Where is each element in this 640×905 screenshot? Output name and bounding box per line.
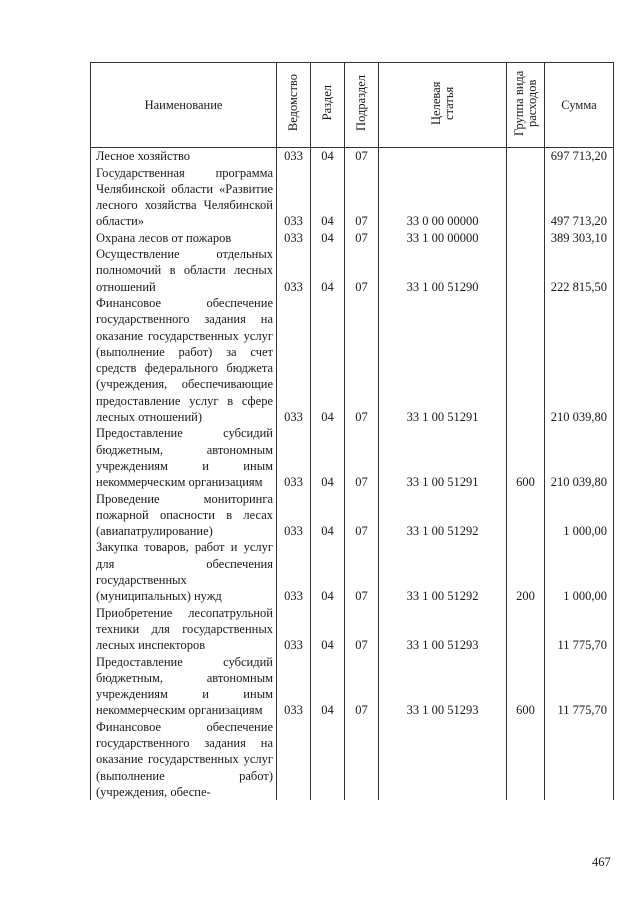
- cell-target: 33 1 00 51293: [379, 654, 507, 719]
- cell-group: 600: [507, 425, 545, 490]
- cell-section: 04: [311, 605, 345, 654]
- cell-name: Приобретение лесопатрульной техники для государственных лесных инспекторов: [91, 605, 277, 654]
- header-expense-group: Группа вида расходов: [507, 63, 545, 148]
- table-row: [91, 719, 614, 800]
- header-dept: Ведомство: [277, 63, 311, 148]
- cell-dept: 033: [277, 246, 311, 295]
- cell-section: 04: [311, 148, 345, 165]
- cell-group: [507, 605, 545, 654]
- cell-dept: 033: [277, 654, 311, 719]
- cell-section: 04: [311, 654, 345, 719]
- cell-amount: 222 815,50: [545, 246, 614, 295]
- cell-target: 33 1 00 51291: [379, 295, 507, 425]
- cell-subsection: 07: [345, 425, 379, 490]
- cell-subsection: 07: [345, 491, 379, 540]
- cell-name: Предоставление субсидий бюджетным, автономным учреждениям и иным некоммерческим организациям: [91, 425, 277, 490]
- cell-name: Финансовое обеспечение государственного задания на оказание государственных услуг (выполнение работ) за счет средств федерального бюджета (учреждения, обеспечивающие предоставление услуг в сфере лесных отношений): [91, 295, 277, 425]
- cell-name: Финансовое обеспечение государственного задания на оказание государственных услуг (выполнение работ) (учреждения, обеспе-: [91, 719, 277, 800]
- budget-table: [90, 62, 614, 800]
- cell-target: 33 0 00 00000: [379, 165, 507, 230]
- cell-subsection: 07: [345, 165, 379, 230]
- table-row: [91, 295, 614, 425]
- cell-amount: 210 039,80: [545, 295, 614, 425]
- cell-section: 04: [311, 230, 345, 246]
- table-row: [91, 148, 614, 165]
- cell-subsection: 07: [345, 295, 379, 425]
- cell-group: [507, 295, 545, 425]
- cell-dept: 033: [277, 148, 311, 165]
- table-row: [91, 246, 614, 295]
- table-row: [91, 654, 614, 719]
- cell-target: 33 1 00 00000: [379, 230, 507, 246]
- cell-name: Закупка товаров, работ и услуг для обеспечения государственных (муниципальных) нужд: [91, 539, 277, 604]
- table-row: [91, 539, 614, 604]
- cell-dept: 033: [277, 165, 311, 230]
- cell-target: 33 1 00 51292: [379, 491, 507, 540]
- cell-section: 04: [311, 539, 345, 604]
- cell-dept: 033: [277, 539, 311, 604]
- cell-amount: 210 039,80: [545, 425, 614, 490]
- cell-amount: [545, 719, 614, 800]
- table-row: [91, 425, 614, 490]
- cell-subsection: 07: [345, 654, 379, 719]
- cell-dept: 033: [277, 425, 311, 490]
- cell-subsection: [345, 719, 379, 800]
- cell-group: 200: [507, 539, 545, 604]
- cell-subsection: 07: [345, 148, 379, 165]
- cell-target: 33 1 00 51292: [379, 539, 507, 604]
- cell-section: [311, 719, 345, 800]
- cell-name: Осуществление отдельных полномочий в области лесных отношений: [91, 246, 277, 295]
- cell-amount: 11 775,70: [545, 605, 614, 654]
- cell-name: Предоставление субсидий бюджетным, автономным учреждениям и иным некоммерческим организациям: [91, 654, 277, 719]
- cell-target: 33 1 00 51290: [379, 246, 507, 295]
- cell-section: 04: [311, 165, 345, 230]
- cell-target: 33 1 00 51293: [379, 605, 507, 654]
- cell-group: [507, 230, 545, 246]
- cell-dept: [277, 719, 311, 800]
- table-body: [91, 148, 614, 800]
- cell-name: Лесное хозяйство: [91, 148, 277, 165]
- cell-amount: 697 713,20: [545, 148, 614, 165]
- cell-amount: 1 000,00: [545, 491, 614, 540]
- table-row: [91, 605, 614, 654]
- cell-dept: 033: [277, 491, 311, 540]
- header-row: [91, 63, 614, 148]
- header-name: Наименование: [91, 63, 277, 148]
- cell-target: [379, 148, 507, 165]
- cell-dept: 033: [277, 295, 311, 425]
- cell-name: Государственная программа Челябинской области «Развитие лесного хозяйства Челябинской области»: [91, 165, 277, 230]
- cell-section: 04: [311, 425, 345, 490]
- cell-group: [507, 165, 545, 230]
- page-number: 467: [592, 855, 611, 869]
- cell-group: [507, 246, 545, 295]
- cell-section: 04: [311, 491, 345, 540]
- cell-section: 04: [311, 295, 345, 425]
- cell-amount: 389 303,10: [545, 230, 614, 246]
- cell-amount: 11 775,70: [545, 654, 614, 719]
- cell-subsection: 07: [345, 230, 379, 246]
- header-section: Раздел: [311, 63, 345, 148]
- table-row: [91, 230, 614, 246]
- header-subsection: Подраздел: [345, 63, 379, 148]
- cell-amount: 497 713,20: [545, 165, 614, 230]
- header-amount: Сумма: [545, 63, 614, 148]
- cell-group: [507, 148, 545, 165]
- cell-section: 04: [311, 246, 345, 295]
- cell-subsection: 07: [345, 605, 379, 654]
- header-target-article: Целевая статья: [379, 63, 507, 148]
- cell-group: [507, 719, 545, 800]
- cell-subsection: 07: [345, 539, 379, 604]
- cell-amount: 1 000,00: [545, 539, 614, 604]
- cell-group: [507, 491, 545, 540]
- cell-name: Охрана лесов от пожаров: [91, 230, 277, 246]
- table-row: [91, 491, 614, 540]
- cell-subsection: 07: [345, 246, 379, 295]
- cell-name: Проведение мониторинга пожарной опасности в лесах (авиапатрулирование): [91, 491, 277, 540]
- cell-group: 600: [507, 654, 545, 719]
- cell-dept: 033: [277, 230, 311, 246]
- cell-target: [379, 719, 507, 800]
- cell-dept: 033: [277, 605, 311, 654]
- table-row: [91, 165, 614, 230]
- cell-target: 33 1 00 51291: [379, 425, 507, 490]
